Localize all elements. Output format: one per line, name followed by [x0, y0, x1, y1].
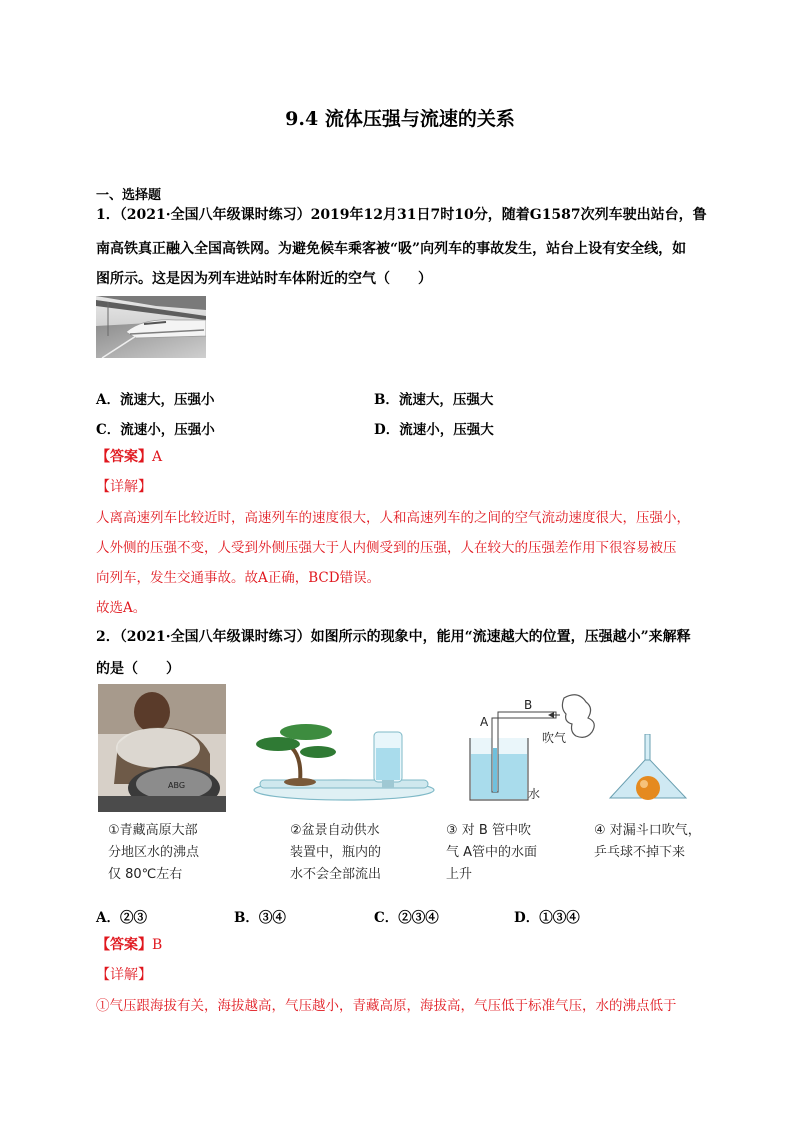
q1-option-a: A．流速大，压强小	[96, 392, 215, 408]
q2-option-d: D．①③④	[514, 910, 580, 926]
caption-1-line-3: 仅 80℃左右	[108, 867, 183, 882]
q2-option-a: A．②③	[96, 910, 147, 926]
bonsai-water-supply-figure	[248, 718, 440, 806]
caption-4	[594, 820, 701, 864]
q1-option-d: D．流速小，压强大	[374, 422, 494, 438]
q2-answer	[96, 934, 162, 954]
answer-label: 【答案】	[96, 449, 152, 465]
tube-b-label: B	[524, 698, 533, 712]
caption-1-line-2: 分地区水的沸点	[108, 845, 200, 860]
q2-line-1: 2．（2021·全国八年级课时练习）如图所示的现象中，能用“流速越大的位置，压强越小”来解释	[96, 629, 691, 645]
caption-3-line-3: 上升	[446, 867, 473, 882]
caption-1	[108, 820, 199, 886]
answer-value: A	[152, 449, 163, 465]
caption-3	[446, 820, 537, 886]
q1-explanation-line-3: 向列车，发生交通事故。故A正确，BCD错误。	[96, 570, 381, 586]
q1-detail-label: 【详解】	[96, 479, 152, 495]
caption-3-line-1: ③ 对 B 管中吹	[446, 823, 531, 838]
caption-2-line-3: 水不会全部流出	[290, 867, 382, 882]
q1-line-2: 南高铁真正融入全国高铁网。为避免候车乘客被“吸”向列车的事故发生，站台上设有安全线，如	[96, 241, 687, 257]
q1-explanation-line-2: 人外侧的压强不变，人受到外侧压强大于人内侧受到的压强，人在较大的压强差作用下很容易被压	[96, 540, 677, 556]
train-platform-photo	[96, 296, 206, 358]
water-label: 水	[528, 787, 541, 801]
caption-1-line-1: ①青藏高原大部	[108, 823, 198, 838]
blow-label: 吹气	[542, 731, 567, 745]
answer-label: 【答案】	[96, 937, 152, 953]
q2-option-c: C．②③④	[374, 910, 439, 926]
q1-explanation-line-4: 故选A。	[96, 600, 147, 616]
q2-detail-label: 【详解】	[96, 967, 152, 983]
section-heading: 一、选择题	[96, 188, 162, 203]
caption-4-line-1: ④ 对漏斗口吹气，	[594, 823, 701, 838]
pressure-cooker-photo	[98, 684, 226, 812]
caption-2-line-1: ②盆景自动供水	[290, 823, 380, 838]
answer-value: B	[152, 937, 163, 953]
q1-line-3: 图所示。这是因为列车进站时车体附近的空气（ ）	[96, 271, 432, 287]
tube-a-label: A	[480, 715, 489, 729]
tube-blowing-figure	[460, 688, 610, 806]
q1-option-b: B．流速大，压强大	[374, 392, 494, 408]
q1-option-c: C．流速小，压强小	[96, 422, 215, 438]
page-title: 9.4 流体压强与流速的关系	[285, 108, 515, 130]
caption-2-line-2: 装置中，瓶内的	[290, 845, 382, 860]
caption-3-line-2: 气 A管中的水面	[446, 845, 538, 860]
q2-explanation-line-1: ①气压跟海拔有关，海拔越高，气压越小，青藏高原，海拔高，气压低于标准气压，水的沸点低于	[96, 998, 677, 1014]
q1-answer	[96, 446, 162, 466]
q1-explanation-line-1: 人离高速列车比较近时，高速列车的速度很大，人和高速列车的之间的空气流动速度很大，压强小，	[96, 510, 690, 526]
caption-4-line-2: 乒乓球不掉下来	[594, 845, 686, 860]
caption-2	[290, 820, 381, 886]
q2-line-2: 的是（ ）	[96, 661, 180, 677]
cooker-mark: ABG	[168, 781, 186, 790]
q2-option-b: B．③④	[234, 910, 286, 926]
funnel-ball-figure	[606, 734, 690, 806]
q1-line-1: 1．（2021·全国八年级课时练习）2019年12月31日7时10分，随着G1587次列车驶出站台，鲁	[96, 207, 707, 223]
